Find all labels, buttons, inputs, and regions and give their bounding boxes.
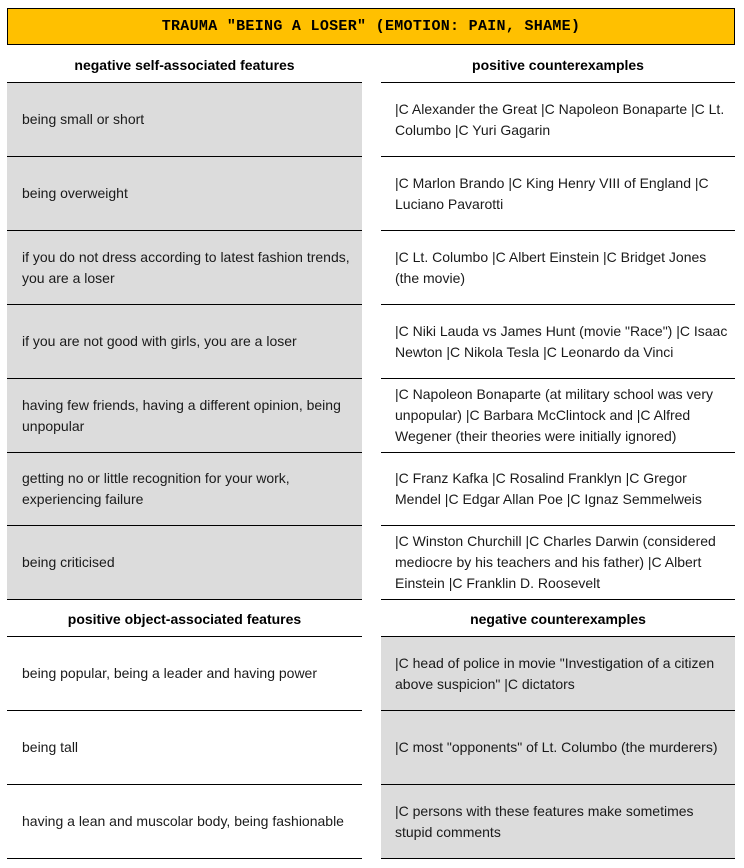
header-positive-object-features: positive object-associated features — [7, 602, 362, 637]
self-feature-cell: getting no or little recognition for your work, experiencing failure — [7, 453, 362, 526]
counterexample-cell: |C Winston Churchill |C Charles Darwin (considered mediocre by his teachers and his father) |C Albert Einstein |C Franklin D. Roosevelt — [381, 526, 735, 600]
counterexample-cell: |C most "opponents" of Lt. Columbo (the murderers) — [381, 711, 735, 785]
counterexample-cell: |C head of police in movie "Investigation of a citizen above suspicion" |C dictators — [381, 637, 735, 711]
self-feature-cell: having few friends, having a different opinion, being unpopular — [7, 379, 362, 453]
counterexample-cell: |C Alexander the Great |C Napoleon Bonaparte |C Lt. Columbo |C Yuri Gagarin — [381, 83, 735, 157]
object-feature-cell: having a lean and muscolar body, being fashionable — [7, 785, 362, 859]
self-feature-cell: if you are not good with girls, you are a loser — [7, 305, 362, 379]
counterexample-cell: |C Franz Kafka |C Rosalind Franklyn |C Gregor Mendel |C Edgar Allan Poe |C Ignaz Semmelweis — [381, 453, 735, 526]
title-banner — [7, 8, 735, 45]
counterexample-cell: |C Niki Lauda vs James Hunt (movie "Race") |C Isaac Newton |C Nikola Tesla |C Leonardo da Vinci — [381, 305, 735, 379]
header-positive-counterexamples: positive counterexamples — [381, 48, 735, 83]
self-feature-cell: being criticised — [7, 526, 362, 600]
self-feature-cell: if you do not dress according to latest fashion trends, you are a loser — [7, 231, 362, 305]
header-negative-self-features: negative self-associated features — [7, 48, 362, 83]
counterexample-cell: |C Lt. Columbo |C Albert Einstein |C Bridget Jones (the movie) — [381, 231, 735, 305]
self-feature-cell: being small or short — [7, 83, 362, 157]
counterexample-cell: |C persons with these features make sometimes stupid comments — [381, 785, 735, 859]
header-negative-counterexamples: negative counterexamples — [381, 602, 735, 637]
object-feature-cell: being tall — [7, 711, 362, 785]
page-title: TRAUMA "BEING A LOSER" (EMOTION: PAIN, SHAME) — [161, 18, 581, 35]
counterexample-cell: |C Marlon Brando |C King Henry VIII of England |C Luciano Pavarotti — [381, 157, 735, 231]
counterexample-cell: |C Napoleon Bonaparte (at military school was very unpopular) |C Barbara McClintock and |C Alfred Wegener (their theories were initially ignored) — [381, 379, 735, 453]
object-feature-cell: being popular, being a leader and having power — [7, 637, 362, 711]
self-feature-cell: being overweight — [7, 157, 362, 231]
